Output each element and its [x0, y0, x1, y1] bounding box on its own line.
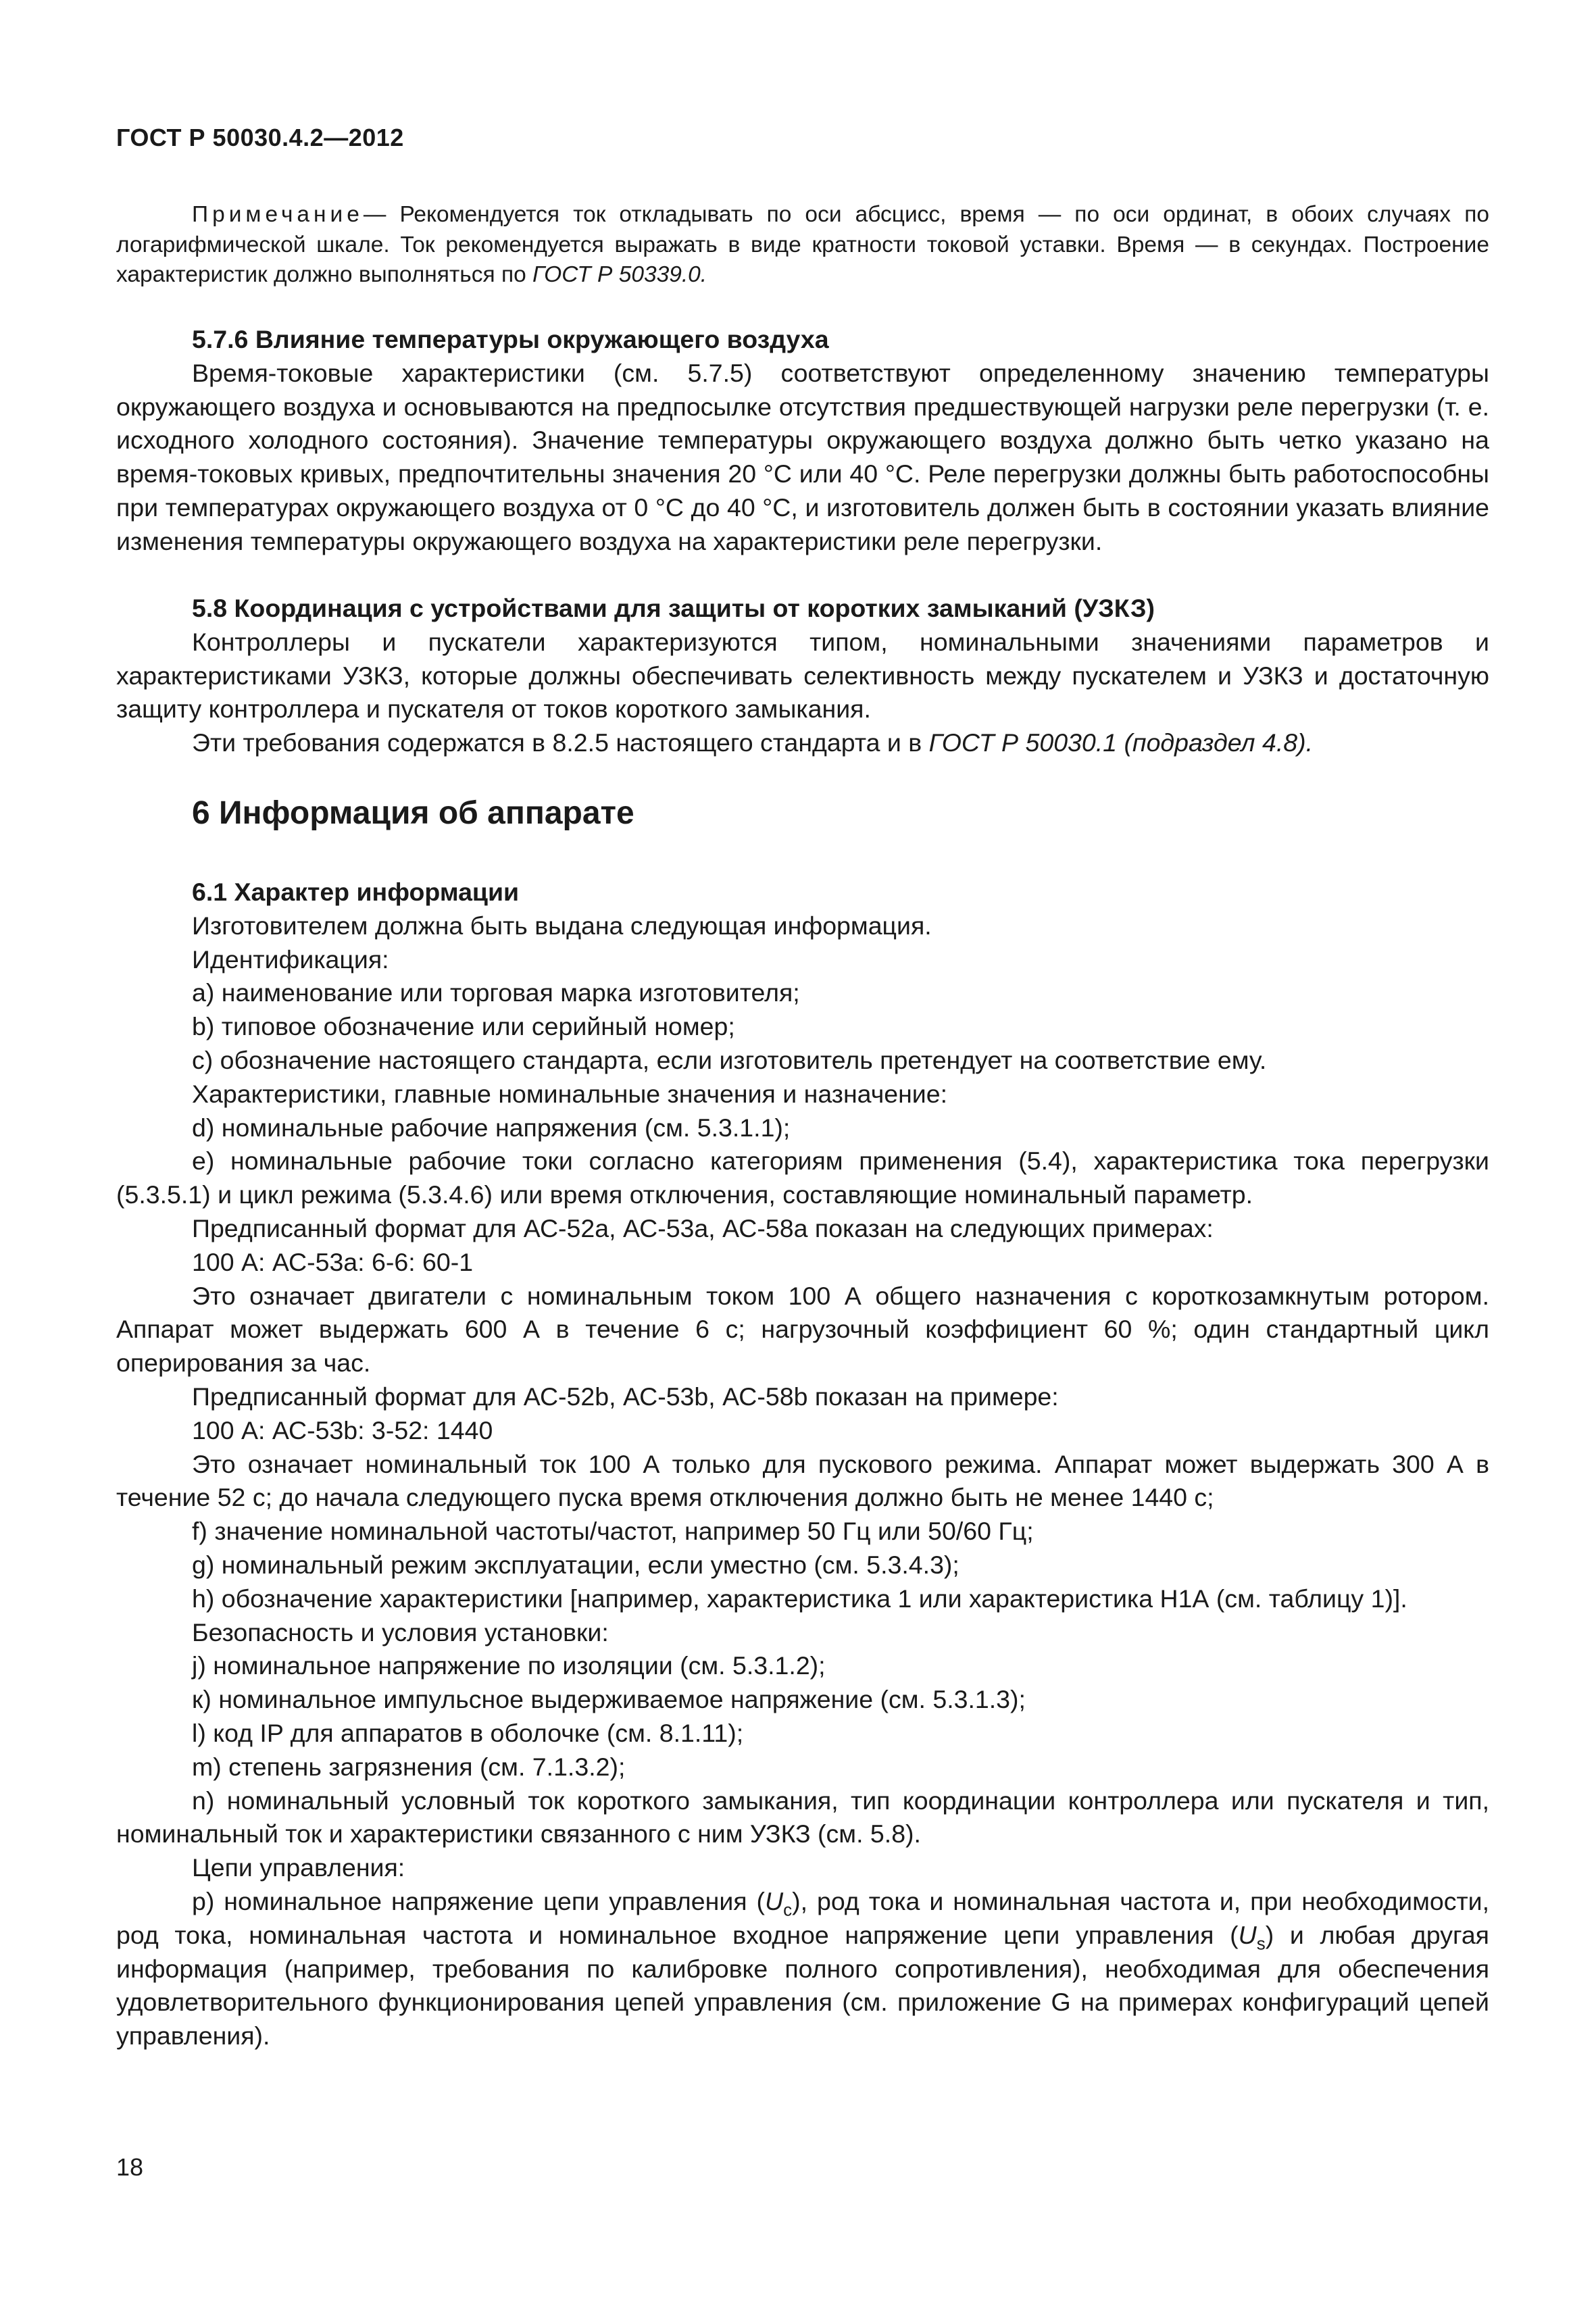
chapter-heading: 6 Информация об аппарате	[192, 795, 634, 831]
format-explanation: Это означает номинальный ток 100 А только для пускового режима. Аппарат может выдержать 300 А в течение 52 с; до начала следующего пуска время отключения должно быть не менее 1440 с;	[116, 1449, 1489, 1512]
list-line: h) обозначение характеристики [например, характеристика 1 или характеристика Н1А (см. таблицу 1)].	[192, 1584, 1407, 1613]
note-block	[116, 200, 1489, 291]
paragraph-text: Эти требования содержатся в 8.2.5 настоящего стандарта и в	[192, 728, 929, 757]
section-6	[116, 795, 1489, 832]
format-intro: Предписанный формат для АС-52b, АС-53b, АС-58b показан на примере:	[192, 1382, 1059, 1411]
list-line: Изготовителем должна быть выдана следующая информация.	[192, 911, 932, 940]
list-item-n: n) номинальный условный ток короткого замыкания, тип координации контроллера или пускателя и тип, номинальный ток и характеристики связанного с ним УЗКЗ (см. 5.8).	[116, 1786, 1489, 1848]
section-paragraph: Контроллеры и пускатели характеризуются типом, номинальными значениями параметров и характеристиками УЗКЗ, которые должны обеспечивать селективность между пускателем и УЗКЗ и достаточную защиту контроллера и пускателя от токов короткого замыкания.	[116, 627, 1489, 724]
note-reference: ГОСТ Р 50339.0.	[532, 262, 707, 287]
list-line: m) степень загрязнения (см. 7.1.3.2);	[192, 1752, 626, 1781]
list-item-p	[116, 1885, 1489, 2053]
format-example: 100 А: АС-53а: 6-6: 60-1	[192, 1247, 474, 1276]
page-number: 18	[116, 2153, 144, 2181]
list-item-e: е) номинальные рабочие токи согласно категориям применения (5.4), характеристика тока перегрузки (5.3.5.1) и цикл режима (5.3.4.6) или время отключения, составляющие номинальный параметр.	[116, 1147, 1489, 1209]
section-heading: 5.8 Координация с устройствами для защиты от коротких замыканий (УЗКЗ)	[192, 594, 1155, 622]
control-circuits-heading: Цепи управления:	[192, 1853, 405, 1882]
list-line: f) значение номинальной частоты/частот, например 50 Гц или 50/60 Гц;	[192, 1517, 1034, 1546]
note-paragraph	[116, 200, 1489, 291]
subscript-s: s	[1256, 1933, 1266, 1954]
paragraph-text: р) номинальное напряжение цепи управления (	[192, 1886, 766, 1915]
section-paragraph	[116, 726, 1489, 760]
note-text: — Рекомендуется ток откладывать по оси абсцисс, время — по оси ординат, в обоих случаях по логарифмической шкале. Ток рекомендуется выражать в виде кратности токовой уставки. Время — в секундах. Построение характеристик должно выполняться по	[116, 202, 1489, 287]
list-line: l) код IP для аппаратов в оболочке (см. 8.1.11);	[192, 1718, 744, 1747]
list-line: с) обозначение настоящего стандарта, если изготовитель претендует на соответствие ему.	[192, 1045, 1267, 1074]
symbol-u: U	[765, 1886, 784, 1915]
list-line: а) наименование или торговая марка изготовителя;	[192, 978, 800, 1007]
section-heading: 5.7.6 Влияние температуры окружающего воздуха	[192, 325, 829, 353]
section-paragraph: Время-токовые характеристики (см. 5.7.5) соответствуют определенному значению температуры окружающего воздуха и основываются на предпосылке отсутствия предшествующей нагрузки реле перегрузки (т. е. исходного холодного состояния). Значение температуры окружающего воздуха должно быть четко указано на время-токовых кривых, предпочтительны значения 20 °С или 40 °С. Реле перегрузки должны быть работоспособны при температурах окружающего воздуха от 0 °С до 40 °С, и изготовитель должен быть в состоянии указать влияние изменения температуры окружающего воздуха на характеристики реле перегрузки.	[116, 358, 1489, 555]
section-6-1	[116, 876, 1489, 2053]
standard-reference: ГОСТ Р 50030.1 (подраздел 4.8).	[928, 728, 1313, 757]
section-5-8	[116, 592, 1489, 760]
section-heading: 6.1 Характер информации	[192, 878, 520, 906]
symbol-u: U	[1238, 1920, 1257, 1949]
list-line: Характеристики, главные номинальные значения и назначение:	[192, 1079, 948, 1108]
document-code-header: ГОСТ Р 50030.4.2—2012	[116, 124, 404, 151]
note-label: Примечание	[192, 202, 364, 227]
list-line: b) типовое обозначение или серийный номер;	[192, 1012, 735, 1041]
format-example: 100 А: АС-53b: 3-52: 1440	[192, 1415, 493, 1444]
subscript-c: c	[783, 1899, 793, 1920]
list-line: Идентификация:	[192, 945, 389, 974]
section-5-7-6	[116, 323, 1489, 559]
list-line: g) номинальный режим эксплуатации, если уместно (см. 5.3.4.3);	[192, 1550, 959, 1579]
format-intro: Предписанный формат для АС-52а, АС-53а, АС-58а показан на следующих примерах:	[192, 1213, 1214, 1242]
paragraph-text: ) и любая другая информация (например, требования по калибровке полного сопротивления), необходимая для обеспечения удовлетворительного функционирования цепей управления (см. приложение G на примерах конфигураций цепей управления).	[116, 1920, 1489, 2051]
list-line: d) номинальные рабочие напряжения (см. 5.3.1.1);	[192, 1113, 791, 1142]
format-explanation: Это означает двигатели с номинальным током 100 А общего назначения с короткозамкнутым ротором. Аппарат может выдержать 600 А в течение 6 с; нагрузочный коэффициент 60 %; один стандартный цикл оперирования за час.	[116, 1281, 1489, 1378]
list-line: j) номинальное напряжение по изоляции (см. 5.3.1.2);	[192, 1651, 826, 1680]
list-line: Безопасность и условия установки:	[192, 1617, 609, 1646]
paragraph-text: ), род тока и номинальная частота и, при необходимости, род тока, номинальная частота и номинальное входное напряжение цепи управления (	[116, 1886, 1489, 1949]
list-line: к) номинальное импульсное выдерживаемое напряжение (см. 5.3.1.3);	[192, 1685, 1026, 1714]
